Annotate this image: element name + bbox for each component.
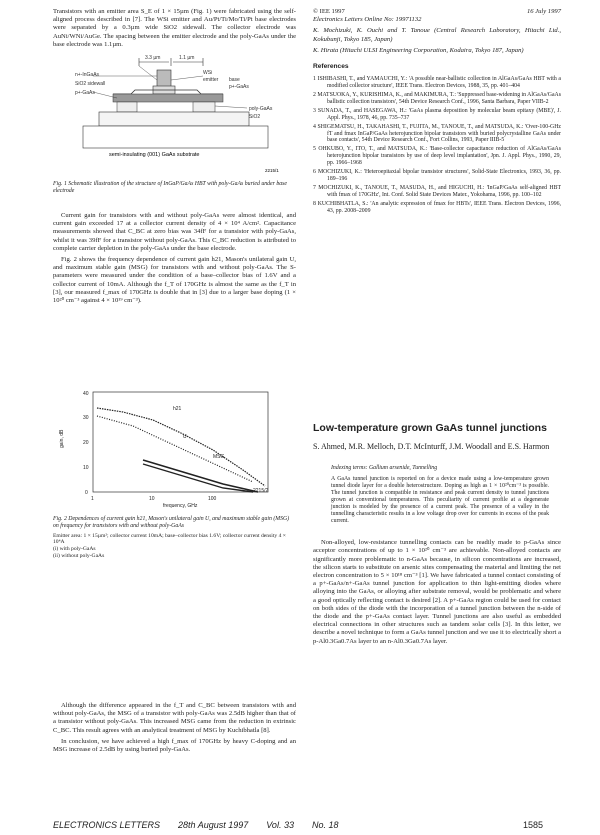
paragraph-1: Current gain for transistors with and without poly-GaAs were almost identical, and current gain exceeded 17 at a collector current density of 4 × 10⁴ A/cm². Capacitance measurements showed that C_BC at zero bias was 34fF for a transistor with poly-GaAs, whilst it was 39fF for a transistor without poly-GaAs. This C_BC reduction is attributed to complete carrier depletion in the poly-GaAs under the base electrode. [53,212,296,252]
x-tick-10: 10 [149,496,155,502]
paragraph-3: Although the difference appeared in the f_T and C_BC between transistors with and without poly-GaAs, the MSG of a transistor with poly-GaAs was 2.5dB higher than that of a transistor without poly-GaAs. This increased MSG came from the reduction in extrinsic C_BC. This result agrees with an analytical treatment of MSG by Kuchibhatla [8]. [53,702,296,734]
copyright: © IEE 1997 [313,8,345,15]
paragraph-2: Fig. 2 shows the frequency dependence of current gain h21, Mason's unilateral gain U, and maximum stable gain (MSG) for transistors with and without poly-GaAs. The S-parameters were measured under the condition of a base–collector bias of 1.6V and a collector current of 10mA. Although the f_T of 170GHz is almost the same as the f_T in [3], our measured f_max of 170GHz is double that in [3] due to a larger base doping (1 × 10²⁰ cm⁻³ against 4 × 10¹⁹ cm⁻³). [53,256,296,305]
dim-b-label: 1.1 µm [179,55,195,61]
intro-paragraph: Transistors with an emitter area S_E of 1 × 15µm (Fig. 1) were fabricated using the self-aligned process described in [7]. The WSi emitter and Au/Pt/Ti/Mo/Ti/Pt base electrodes were separated by a 0.3µm wide SiO2 sidewall. The collector electrode was AuNi/WNi/AuGe. The spacing between the emitter electrode and the poly-GaAs under the base electrode was 1.1µm. [53,8,296,48]
fig2-chart [53,388,296,508]
paragraph-4: In conclusion, we have achieved a high f_max of 170GHz by heavy C-doping and an MSG increase of 2.5dB by using buried poly-GaAs. [53,737,296,754]
abstract: A GaAs tunnel junction is reported on for a device made using a low-temperature grown tunnel diode layer for a double heterostructure. Doping as high as 1 × 10²⁰cm⁻³ is possible. The tunnel junction is compatible in resistance and peak current density to tunnel junctions grown at conventional temperatures. This peculiarity of current profile at a degenerate junction is modeled by the presence of a current peak. The presence of a valley in the tunnelling characteristic results in a low voltage drop over for currents in excess of the peak current. [331,476,549,525]
left-column [53,8,296,52]
lbl-substrate: semi-insulating (001) GaAs substrate [109,152,200,158]
fig2-conditions: Emitter area: 1 × 15µm²; collector current 10mA; base–collector bias 1.6V; collector current density 4 × 10⁴A [53,532,286,546]
reference-6: 6 MOCHIZUKI, K.: 'Heteroepitaxial bipolar transistor structures', Solid-State Electronics, 1993, 36, pp. 189–196 [313,169,561,182]
journal-name: ELECTRONICS LETTERS [53,820,161,830]
x-axis-label: frequency, GHz [163,503,198,508]
y-tick-10: 10 [83,465,89,471]
left-body-2 [53,702,296,757]
figure-2 [53,388,296,584]
issue-date: 28th August 1997 [178,820,249,830]
y-tick-0: 0 [85,490,88,496]
fig2-with: (i) with poly-GaAs [53,546,96,553]
x-tick-100: 100 [208,496,217,502]
fig1-diagram [53,52,296,180]
issue-number: No. 18 [311,820,339,830]
volume: Vol. 33 [266,820,294,830]
right-column [313,8,561,217]
y-axis-label: gain, dB [59,429,65,448]
reference-5: 5 OHKUBO, Y., ITO, T., and MATSUDA, K.: 'Base-collector capacitance reduction of AlGaAs/GaAs heterojunction bipolar transistors by use of deep level implantation', Jpn. J. Appl. Phys., 1990, 29, pp. 1966–1968 [313,146,561,167]
online-no: Electronics Letters Online No: 19971132 [313,16,422,24]
fig2-corner-id: 2215/2 [253,488,269,494]
index-terms: Indexing terms: Gallium arsenide, Tunnelling [331,465,438,471]
dim-a-label: 3.3 µm [145,55,161,61]
fig2-caption: Fig. 2 Dependences of current gain h21, Mason's unilateral gain U, and maximum stable gain (MSG) on frequency for transistors with and without poly-GaAs [53,516,290,529]
legend-u: U [183,434,187,440]
reference-1: 1 ISHIBASHI, T., and YAMAUCHI, Y.: 'A possible near-ballistic collection in AlGaAs/GaAs HBT with a modified collector structure', IEEE Trans. Electron Devices, 1988, 35, pp. 401–404 [313,76,561,90]
references-heading: References [313,63,349,71]
curve-msg [143,460,258,492]
reference-2: 2 MATSUOKA, Y., KURISHIMA, K., and MAKIMURA, T.: 'Suppressed base-widening in AlGaAs/GaAs ballistic collection transistors', 54th Device Research Conf., 1996, Santa Barbara, Paper VIIB-2 [313,92,561,105]
article-authors: S. Ahmed, M.R. Melloch, D.T. McInturff, J.M. Woodall and E.S. Harmon [313,442,550,451]
fig2-without: (ii) without poly-GaAs [53,552,105,559]
article-title: Low-temperature grown GaAs tunnel junctions [313,422,547,434]
lbl-n-ingaas: n+-InGaAs [75,72,100,78]
received-date: 16 July 1997 [526,8,561,15]
lbl-wsi: WSi [203,70,213,76]
lbl-p-gaas-2: p+-GaAs [229,84,249,90]
left-body [53,212,296,308]
affiliation-1: K. Mochizuki, K. Ouchi and T. Tanoue (Central Research Laboratory, Hitachi Ltd., Kokubunji, Tokyo 185, Japan) [313,27,561,43]
reference-4: 4 SHIGEMATSU, H., TAKAHASHI, T., FUJITA, M., TANOUE, T., and MATSUDA, K.: 'Over-100-GHz fT and fmax InGaP/GaAs heterojunction bipolar transistors with buried polycrystalline GaAs under base contacts', 54th Device Research Conf., Fort Collins, 1993, Paper IIIB-5 [313,123,561,144]
curve-u [97,416,253,482]
fig1-caption: Fig. 1 Schematic illustration of the structure of InGaP/GaAs HBT with poly-GaAs buried under base electrode [53,181,287,194]
lbl-poly-gaas: poly-GaAs [249,106,273,112]
lbl-sio2-sidewall: SiO2 sidewall [75,81,106,87]
reference-7: 7 MOCHIZUKI, K., TANOUE, T., MASUDA, H., and HIGUCHI, H.: 'InGaP/GaAs self-aligned HBT with fmax of 170GHz', Int. Conf. Solid State Devices Mater., Yokohama, 1996, pp. 100–102 [313,184,561,198]
figure-1 [53,52,296,204]
lbl-sio2: SiO2 [249,114,261,120]
curve-h21 [97,408,265,486]
y-tick-30: 30 [83,415,89,421]
article-body: Non-alloyed, low-resistance tunnelling contacts can be readily made to p-GaAs since acceptor concentrations of up to 1 × 10²⁰ cm⁻³ are achievable. Non-alloyed contacts are significantly more problematic to n-GaAs because, in silicon concentrations are increased, the silicon starts to substitute on arsenic sites compensating the material and limiting the net electron concentration to 5 × 10¹⁸ cm⁻³ [1]. We have fabricated a tunnel contact consisting of a p+-GaAs/n+-GaAs tunnel junction for application to thin light-emitting diodes where alloying into the GaAs, or alloying after substrate removal, would be problematic and where a good optically reflecting contact is desired [2]. A p+-GaAs region could be used for contact on both sides of the diode with the incorporation of a tunnel junction between the n-side of the diode and the p+-GaAs contact layer. Tunnel junctions are also useful as embedded electrical connections in other structures such as tandem solar cells [3]. In this letter, we describe a novel technique to form a GaAs tunnel junction and we use it to electrically short a p-Al0.3Ga0.7As layer to an n-Al0.3Ga0.7As layer. [313,539,561,645]
right-header [313,8,561,16]
y-tick-40: 40 [83,391,89,397]
lbl-emitter: emitter [203,77,219,83]
y-tick-20: 20 [83,440,89,446]
page-footer [53,820,561,830]
affiliation-2: K. Hirata (Hitachi ULSI Engineering Corporation, Kodaira, Tokyo 187, Japan) [313,46,524,54]
lbl-base: base [229,77,240,83]
lbl-p-gaas: p+-GaAs [75,90,95,96]
x-tick-1: 1 [91,496,94,502]
page-number: 1585 [522,820,543,830]
fig1-corner-id: 2215/1 [265,168,279,173]
reference-8: 8 KUCHIBHATLA, S.: 'An analytic expression of fmax for HBTs', IEEE Trans. Electron Devices, 1996, 43, pp. 2008–2009 [313,200,561,214]
legend-h21: h21 [173,406,182,412]
legend-msg: MSG [213,454,225,460]
reference-3: 3 SUNADA, T., and HASEGAWA, H.: 'GaAs plasma deposition by molecular beam epitaxy (MBE)', J. Appl. Phys., 1978, 46, pp. 735–737 [313,107,561,121]
article-2 [313,422,561,649]
